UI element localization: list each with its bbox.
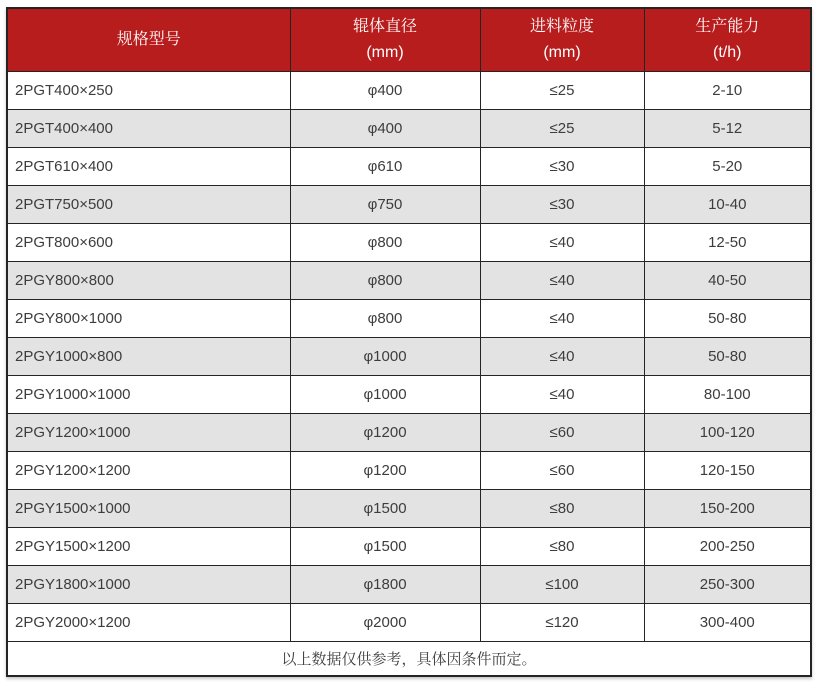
footnote-row	[7, 642, 811, 677]
cell-feed-size: ≤40	[480, 224, 644, 262]
cell-roller-diameter: φ1200	[290, 414, 480, 452]
cell-capacity: 120-150	[644, 452, 811, 490]
cell-roller-diameter: φ400	[290, 110, 480, 148]
cell-roller-diameter: φ1500	[290, 490, 480, 528]
table-row	[7, 300, 811, 338]
cell-capacity: 2-10	[644, 72, 811, 110]
cell-capacity: 50-80	[644, 300, 811, 338]
header-row	[7, 8, 811, 72]
cell-feed-size: ≤40	[480, 300, 644, 338]
table-row	[7, 604, 811, 642]
table-row	[7, 224, 811, 262]
table-row	[7, 186, 811, 224]
cell-roller-diameter: φ1800	[290, 566, 480, 604]
cell-roller-diameter: φ610	[290, 148, 480, 186]
header-feed-size	[480, 8, 644, 72]
spec-table-header	[7, 8, 811, 72]
table-row	[7, 262, 811, 300]
cell-capacity: 100-120	[644, 414, 811, 452]
cell-feed-size: ≤100	[480, 566, 644, 604]
cell-feed-size: ≤30	[480, 186, 644, 224]
cell-roller-diameter: φ400	[290, 72, 480, 110]
cell-model: 2PGY1200×1000	[7, 414, 290, 452]
cell-model: 2PGT800×600	[7, 224, 290, 262]
cell-model: 2PGY1500×1000	[7, 490, 290, 528]
cell-model: 2PGT400×250	[7, 72, 290, 110]
cell-capacity: 50-80	[644, 338, 811, 376]
cell-model: 2PGT610×400	[7, 148, 290, 186]
cell-feed-size: ≤25	[480, 110, 644, 148]
table-row	[7, 148, 811, 186]
cell-roller-diameter: φ800	[290, 262, 480, 300]
cell-roller-diameter: φ800	[290, 224, 480, 262]
cell-model: 2PGY800×800	[7, 262, 290, 300]
cell-feed-size: ≤120	[480, 604, 644, 642]
table-row	[7, 72, 811, 110]
header-roller-diameter-unit: (mm)	[366, 44, 404, 61]
table-row	[7, 452, 811, 490]
cell-model: 2PGY1200×1200	[7, 452, 290, 490]
cell-capacity: 250-300	[644, 566, 811, 604]
cell-roller-diameter: φ2000	[290, 604, 480, 642]
cell-feed-size: ≤80	[480, 528, 644, 566]
cell-capacity: 12-50	[644, 224, 811, 262]
cell-feed-size: ≤40	[480, 338, 644, 376]
header-roller-diameter-label: 辊体直径	[352, 18, 417, 35]
table-row	[7, 490, 811, 528]
cell-model: 2PGY1000×800	[7, 338, 290, 376]
cell-roller-diameter: φ1200	[290, 452, 480, 490]
cell-roller-diameter: φ1000	[290, 376, 480, 414]
cell-model: 2PGY1000×1000	[7, 376, 290, 414]
footnote-text: 以上数据仅供参考，具体因条件而定。	[7, 642, 811, 677]
cell-capacity: 200-250	[644, 528, 811, 566]
cell-roller-diameter: φ750	[290, 186, 480, 224]
cell-model: 2PGT750×500	[7, 186, 290, 224]
cell-roller-diameter: φ1500	[290, 528, 480, 566]
header-capacity-unit: (t/h)	[713, 44, 742, 61]
cell-capacity: 300-400	[644, 604, 811, 642]
cell-roller-diameter: φ1000	[290, 338, 480, 376]
cell-roller-diameter: φ800	[290, 300, 480, 338]
cell-model: 2PGT400×400	[7, 110, 290, 148]
header-capacity	[644, 8, 811, 72]
cell-feed-size: ≤80	[480, 490, 644, 528]
cell-feed-size: ≤60	[480, 452, 644, 490]
cell-feed-size: ≤40	[480, 376, 644, 414]
cell-feed-size: ≤30	[480, 148, 644, 186]
cell-capacity: 5-12	[644, 110, 811, 148]
cell-model: 2PGY1800×1000	[7, 566, 290, 604]
cell-feed-size: ≤25	[480, 72, 644, 110]
header-roller-diameter	[290, 8, 480, 72]
header-feed-size-unit: (mm)	[543, 44, 581, 61]
table-row	[7, 528, 811, 566]
table-row	[7, 338, 811, 376]
cell-feed-size: ≤60	[480, 414, 644, 452]
table-row	[7, 414, 811, 452]
cell-capacity: 5-20	[644, 148, 811, 186]
header-feed-size-label: 进料粒度	[529, 18, 594, 35]
table-row	[7, 376, 811, 414]
cell-model: 2PGY2000×1200	[7, 604, 290, 642]
cell-capacity: 10-40	[644, 186, 811, 224]
cell-feed-size: ≤40	[480, 262, 644, 300]
cell-capacity: 40-50	[644, 262, 811, 300]
cell-capacity: 150-200	[644, 490, 811, 528]
header-model	[7, 8, 290, 72]
spec-table-footer	[7, 642, 811, 677]
spec-table	[6, 7, 812, 677]
cell-capacity: 80-100	[644, 376, 811, 414]
header-capacity-label: 生产能力	[695, 18, 760, 35]
cell-model: 2PGY1500×1200	[7, 528, 290, 566]
header-model-label: 规格型号	[116, 31, 181, 48]
cell-model: 2PGY800×1000	[7, 300, 290, 338]
spec-table-body	[7, 72, 811, 642]
table-row	[7, 110, 811, 148]
table-row	[7, 566, 811, 604]
